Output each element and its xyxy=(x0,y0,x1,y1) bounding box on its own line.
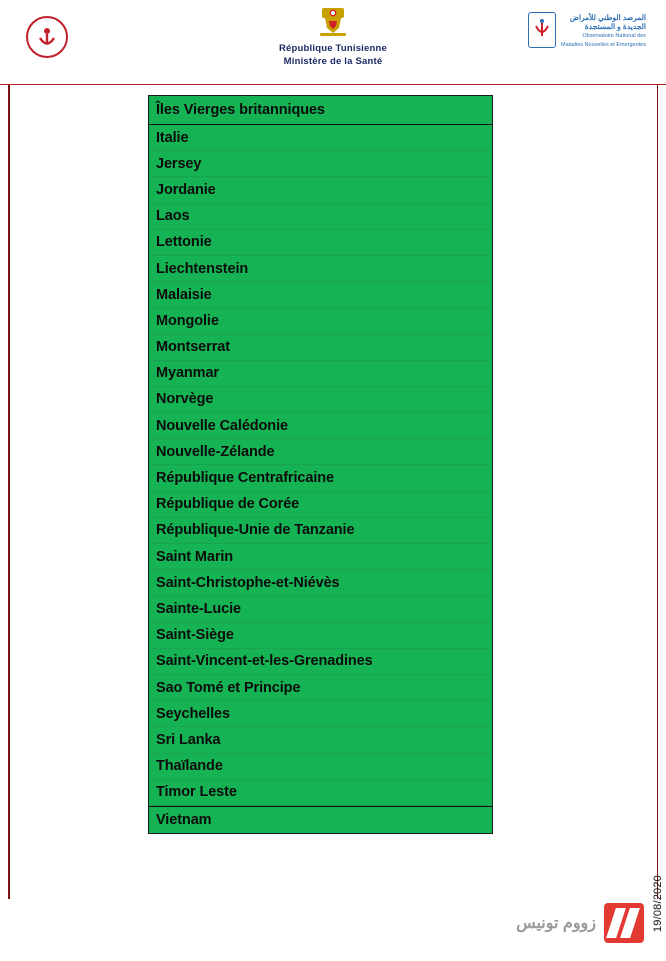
left-margin-rule xyxy=(8,85,10,899)
observatory-logo xyxy=(528,12,646,49)
ministry-label: Ministère de la Santé xyxy=(283,56,383,67)
list-item: Saint-Christophe-et-Niévès xyxy=(149,570,492,596)
tunisian-republic-emblem-icon xyxy=(312,6,354,40)
observatory-arabic-line2: الجديدة و المستجدة xyxy=(584,22,646,31)
list-item: République-Unie de Tanzanie xyxy=(149,518,492,544)
list-item: Saint Marin xyxy=(149,544,492,570)
list-item: République Centrafricaine xyxy=(149,465,492,491)
page-header xyxy=(0,0,666,85)
list-item: Myanmar xyxy=(149,361,492,387)
list-item: Saint-Siège xyxy=(149,623,492,649)
watermark-text: زووم تونيس xyxy=(516,915,596,932)
zoom-tunisia-logo-icon xyxy=(604,903,644,943)
right-margin-rule xyxy=(657,85,659,899)
republic-label: République Tunisienne xyxy=(279,43,387,54)
list-item: Timor Leste xyxy=(149,780,492,806)
observatory-french-line1: Observatoire National des xyxy=(582,33,646,39)
list-item: Malaisie xyxy=(149,282,492,308)
list-item: Lettonie xyxy=(149,230,492,256)
watermark xyxy=(516,903,644,943)
document-date: 19/08/2020 xyxy=(652,875,664,933)
observatory-text xyxy=(561,12,646,49)
page-body xyxy=(0,85,666,961)
country-list xyxy=(148,95,493,834)
list-item: Sri Lanka xyxy=(149,727,492,753)
observatory-french-line2: Maladies Nouvelles et Emergentes xyxy=(561,42,646,48)
list-item: Sao Tomé et Principe xyxy=(149,675,492,701)
list-item: Nouvelle Calédonie xyxy=(149,413,492,439)
list-item: Mongolie xyxy=(149,308,492,334)
list-item: Jordanie xyxy=(149,177,492,203)
list-item: Laos xyxy=(149,204,492,230)
list-item: Sainte-Lucie xyxy=(149,596,492,622)
list-item: Îles Vierges britanniques xyxy=(149,96,492,125)
observatory-arabic-line1: المرصد الوطني للأمراض xyxy=(569,13,646,22)
list-item: Italie xyxy=(149,125,492,151)
list-item: Vietnam xyxy=(149,806,492,833)
list-item: Jersey xyxy=(149,151,492,177)
list-item: Montserrat xyxy=(149,335,492,361)
list-item: République de Corée xyxy=(149,492,492,518)
list-item: Norvège xyxy=(149,387,492,413)
list-item: Liechtenstein xyxy=(149,256,492,282)
list-item: Saint-Vincent-et-les-Grenadines xyxy=(149,649,492,675)
list-item: Thaïlande xyxy=(149,754,492,780)
list-item: Nouvelle-Zélande xyxy=(149,439,492,465)
observatory-mark-icon xyxy=(528,12,556,48)
list-item: Seychelles xyxy=(149,701,492,727)
